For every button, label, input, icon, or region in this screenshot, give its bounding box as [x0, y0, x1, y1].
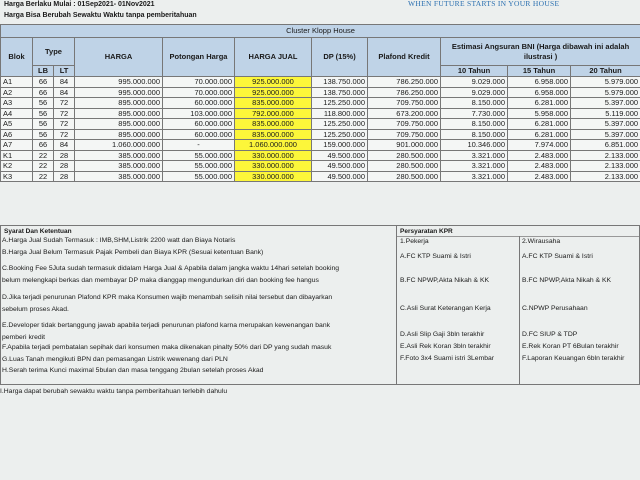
- cell-potongan: 70.000.000: [163, 77, 235, 88]
- cell-15-tahun: 5.958.000: [508, 108, 571, 119]
- header-estimasi: Estimasi Angsuran BNI (Harga dibawah ini adalah ilustrasi ): [441, 38, 640, 66]
- cell-plafond: 901.000.000: [368, 140, 441, 151]
- terms-line: A.Harga Jual Sudah Termasuk : IMB,SHM,Listrik 2200 watt dan Biaya Notaris: [2, 237, 236, 244]
- terms-line: H.Serah terima Kunci maximal 5bulan dan masa tenggang 2bulan setelah proses Akad: [2, 367, 264, 374]
- cell-dp: 49.500.000: [312, 150, 368, 161]
- cell-harga: 1.060.000.000: [75, 140, 163, 151]
- cell-harga-jual: 1.060.000.000: [235, 140, 312, 151]
- kpr-employee-item: F.Foto 3x4 Suami istri 3Lembar: [400, 355, 495, 362]
- cell-plafond: 786.250.000: [368, 77, 441, 88]
- kpr-employee-item: A.FC KTP Suami & Istri: [400, 253, 471, 260]
- cell-potongan: 103.000.000: [163, 108, 235, 119]
- cell-lb: 56: [33, 129, 54, 140]
- cell-blok: A4: [1, 108, 33, 119]
- cell-dp: 138.750.000: [312, 87, 368, 98]
- cell-dp: 118.800.000: [312, 108, 368, 119]
- table-row: [1, 150, 640, 161]
- cell-harga-jual: 330.000.000: [235, 171, 312, 182]
- terms-line: belum melengkapi berkas dan membayar DP maka dianggap mengundurkan diri dan booking fee hangus: [2, 277, 319, 284]
- cell-plafond: 280.500.000: [368, 150, 441, 161]
- cell-lb: 56: [33, 119, 54, 130]
- header-10-tahun: 10 Tahun: [441, 66, 508, 77]
- cell-harga: 895.000.000: [75, 98, 163, 109]
- terms-line: sebelum proses Akad.: [2, 306, 69, 313]
- header-lt: LT: [54, 66, 75, 77]
- cell-harga: 995.000.000: [75, 77, 163, 88]
- header-potongan: Potongan Harga: [163, 38, 235, 77]
- cell-harga-jual: 835.000.000: [235, 119, 312, 130]
- brand-tagline: WHEN FUTURE STARTS IN YOUR HOUSE: [408, 0, 560, 8]
- cell-dp: 125.250.000: [312, 129, 368, 140]
- header-plafond: Plafond Kredit: [368, 38, 441, 77]
- cell-20-tahun: 6.851.000: [571, 140, 640, 151]
- cluster-name: Cluster Klopp House: [1, 25, 640, 38]
- cell-15-tahun: 2.483.000: [508, 171, 571, 182]
- cell-15-tahun: 6.958.000: [508, 77, 571, 88]
- table-row: [1, 161, 640, 172]
- cell-potongan: 55.000.000: [163, 150, 235, 161]
- header-blok: Blok: [1, 38, 33, 77]
- kpr-employee-item: C.Asli Surat Keterangan Kerja: [400, 305, 491, 312]
- kpr-employee-item: D.Asli Slip Gaji 3bln terakhir: [400, 331, 485, 338]
- kpr-title: Persyaratan KPR: [400, 228, 453, 235]
- cell-potongan: 70.000.000: [163, 87, 235, 98]
- cell-10-tahun: 3.321.000: [441, 161, 508, 172]
- cell-blok: A5: [1, 119, 33, 130]
- cell-harga-jual: 835.000.000: [235, 129, 312, 140]
- cell-potongan: 55.000.000: [163, 161, 235, 172]
- cell-potongan: -: [163, 140, 235, 151]
- cell-lb: 22: [33, 171, 54, 182]
- terms-title: Syarat Dan Ketentuan: [4, 228, 72, 235]
- header-harga: HARGA: [75, 38, 163, 77]
- cell-20-tahun: 5.397.000: [571, 129, 640, 140]
- header-20-tahun: 20 Tahun: [571, 66, 640, 77]
- cell-plafond: 709.750.000: [368, 119, 441, 130]
- cell-harga: 385.000.000: [75, 171, 163, 182]
- terms-line: G.Luas Tanah mengikuti BPN dan pemasangan Listrik wewenang dari PLN: [2, 356, 228, 363]
- cell-15-tahun: 6.281.000: [508, 129, 571, 140]
- cell-potongan: 60.000.000: [163, 129, 235, 140]
- kpr-entrepreneur-item: E.Rek Koran PT 6Bulan terakhir: [522, 343, 619, 350]
- table-row: [1, 98, 640, 109]
- cell-blok: K1: [1, 150, 33, 161]
- cell-lt: 28: [54, 171, 75, 182]
- cell-lb: 56: [33, 108, 54, 119]
- cell-10-tahun: 3.321.000: [441, 171, 508, 182]
- cell-15-tahun: 2.483.000: [508, 150, 571, 161]
- cell-15-tahun: 6.281.000: [508, 119, 571, 130]
- cell-dp: 49.500.000: [312, 171, 368, 182]
- cell-10-tahun: 9.029.000: [441, 87, 508, 98]
- cell-dp: 125.250.000: [312, 98, 368, 109]
- terms-line: D.Jika terjadi penurunan Plafond KPR maka Konsumen wajib menambah selisih nilai tersebut dan dibayarkan: [2, 294, 333, 301]
- kpr-employee-item: 1.Pekerja: [400, 238, 429, 245]
- valid-period: Harga Berlaku Mulai : 01Sep2021- 01Nov2021: [4, 1, 155, 8]
- table-row: [1, 140, 640, 151]
- cell-harga-jual: 330.000.000: [235, 161, 312, 172]
- cell-lb: 66: [33, 87, 54, 98]
- cell-plafond: 673.200.000: [368, 108, 441, 119]
- cell-potongan: 55.000.000: [163, 171, 235, 182]
- cell-10-tahun: 10.346.000: [441, 140, 508, 151]
- cell-potongan: 60.000.000: [163, 119, 235, 130]
- price-table-body: [1, 77, 640, 182]
- cell-harga: 995.000.000: [75, 87, 163, 98]
- cell-plafond: 709.750.000: [368, 129, 441, 140]
- cell-15-tahun: 2.483.000: [508, 161, 571, 172]
- cell-plafond: 786.250.000: [368, 87, 441, 98]
- cell-plafond: 709.750.000: [368, 98, 441, 109]
- cell-blok: K3: [1, 171, 33, 182]
- kpr-entrepreneur-item: B.FC NPWP,Akta Nikah & KK: [522, 277, 612, 284]
- cell-lt: 28: [54, 161, 75, 172]
- cell-potongan: 60.000.000: [163, 98, 235, 109]
- cell-20-tahun: 5.979.000: [571, 87, 640, 98]
- kpr-divider: [397, 236, 639, 237]
- cell-harga-jual: 925.000.000: [235, 77, 312, 88]
- cell-plafond: 280.500.000: [368, 161, 441, 172]
- cell-lt: 28: [54, 150, 75, 161]
- price-table: [0, 24, 640, 182]
- cell-15-tahun: 7.974.000: [508, 140, 571, 151]
- cell-dp: 138.750.000: [312, 77, 368, 88]
- cell-lt: 84: [54, 77, 75, 88]
- cell-20-tahun: 5.397.000: [571, 98, 640, 109]
- kpr-column-divider: [519, 236, 520, 384]
- cell-harga-jual: 792.000.000: [235, 108, 312, 119]
- terms-section: [0, 225, 397, 385]
- cell-lb: 66: [33, 140, 54, 151]
- header-type: Type: [33, 38, 75, 66]
- table-row: [1, 129, 640, 140]
- header-harga-jual: HARGA JUAL: [235, 38, 312, 77]
- cell-harga-jual: 835.000.000: [235, 98, 312, 109]
- terms-line-final: I.Harga dapat berubah sewaktu waktu tanpa pemberitahuan terlebih dahulu: [0, 388, 228, 395]
- cell-10-tahun: 3.321.000: [441, 150, 508, 161]
- cell-lt: 72: [54, 98, 75, 109]
- kpr-entrepreneur-item: A.FC KTP Suami & Istri: [522, 253, 593, 260]
- cell-10-tahun: 7.730.000: [441, 108, 508, 119]
- terms-line: B.Harga Jual Belum Termasuk Pajak Pembeli dan Biaya KPR (Sesuai ketentuan Bank): [2, 249, 264, 256]
- terms-line: F.Apabila terjadi pembatalan sepihak dari konsumen maka dikenakan pinalty 50% dari DP yang sudah masuk: [2, 344, 332, 351]
- header-15-tahun: 15 Tahun: [508, 66, 571, 77]
- kpr-employee-item: E.Asli Rek Koran 3bln terakhir: [400, 343, 491, 350]
- cell-10-tahun: 8.150.000: [441, 98, 508, 109]
- table-row: [1, 171, 640, 182]
- cell-15-tahun: 6.958.000: [508, 87, 571, 98]
- terms-line: E.Developer tidak bertanggung jawab apabila terjadi penurunan plafond karna merupakan kewenangan bank: [2, 322, 330, 329]
- cell-20-tahun: 5.119.000: [571, 108, 640, 119]
- kpr-entrepreneur-item: F.Laporan Keuangan 6bln terakhir: [522, 355, 625, 362]
- cell-lt: 72: [54, 119, 75, 130]
- cell-10-tahun: 9.029.000: [441, 77, 508, 88]
- cell-harga: 385.000.000: [75, 161, 163, 172]
- cell-plafond: 280.500.000: [368, 171, 441, 182]
- cell-harga: 895.000.000: [75, 119, 163, 130]
- cell-harga: 895.000.000: [75, 108, 163, 119]
- cell-harga: 895.000.000: [75, 129, 163, 140]
- cell-20-tahun: 2.133.000: [571, 161, 640, 172]
- header-dp: DP (15%): [312, 38, 368, 77]
- kpr-employee-item: B.FC NPWP,Akta Nikah & KK: [400, 277, 490, 284]
- terms-line: C.Booking Fee 5Juta sudah termasuk didalam Harga Jual & Apabila dalam jangka waktu 14hari setelah booking: [2, 265, 340, 272]
- cell-blok: A1: [1, 77, 33, 88]
- cell-lb: 56: [33, 98, 54, 109]
- cell-lb: 66: [33, 77, 54, 88]
- kpr-entrepreneur-item: C.NPWP Perusahaan: [522, 305, 588, 312]
- table-row: [1, 108, 640, 119]
- cell-dp: 49.500.000: [312, 161, 368, 172]
- header-lb: LB: [33, 66, 54, 77]
- cell-lb: 22: [33, 161, 54, 172]
- cell-lt: 72: [54, 129, 75, 140]
- cell-20-tahun: 2.133.000: [571, 150, 640, 161]
- cell-harga-jual: 925.000.000: [235, 87, 312, 98]
- cell-dp: 125.250.000: [312, 119, 368, 130]
- table-row: [1, 87, 640, 98]
- price-notice: Harga Bisa Berubah Sewaktu Waktu tanpa pemberitahuan: [4, 12, 197, 19]
- kpr-entrepreneur-item: D.FC SIUP & TDP: [522, 331, 578, 338]
- cell-10-tahun: 8.150.000: [441, 119, 508, 130]
- cell-blok: K2: [1, 161, 33, 172]
- terms-line: pemberi kredit: [2, 334, 46, 341]
- cell-lt: 84: [54, 87, 75, 98]
- cell-harga: 385.000.000: [75, 150, 163, 161]
- table-row: [1, 77, 640, 88]
- cell-20-tahun: 5.979.000: [571, 77, 640, 88]
- cell-lb: 22: [33, 150, 54, 161]
- cell-blok: A6: [1, 129, 33, 140]
- cell-lt: 84: [54, 140, 75, 151]
- table-row: [1, 119, 640, 130]
- cell-harga-jual: 330.000.000: [235, 150, 312, 161]
- cell-blok: A3: [1, 98, 33, 109]
- kpr-requirements-section: [397, 225, 640, 385]
- cell-blok: A7: [1, 140, 33, 151]
- cell-dp: 159.000.000: [312, 140, 368, 151]
- cell-20-tahun: 2.133.000: [571, 171, 640, 182]
- cell-blok: A2: [1, 87, 33, 98]
- kpr-entrepreneur-item: 2.Wirausaha: [522, 238, 561, 245]
- cell-15-tahun: 6.281.000: [508, 98, 571, 109]
- cell-20-tahun: 5.397.000: [571, 119, 640, 130]
- cell-lt: 72: [54, 108, 75, 119]
- cell-10-tahun: 8.150.000: [441, 129, 508, 140]
